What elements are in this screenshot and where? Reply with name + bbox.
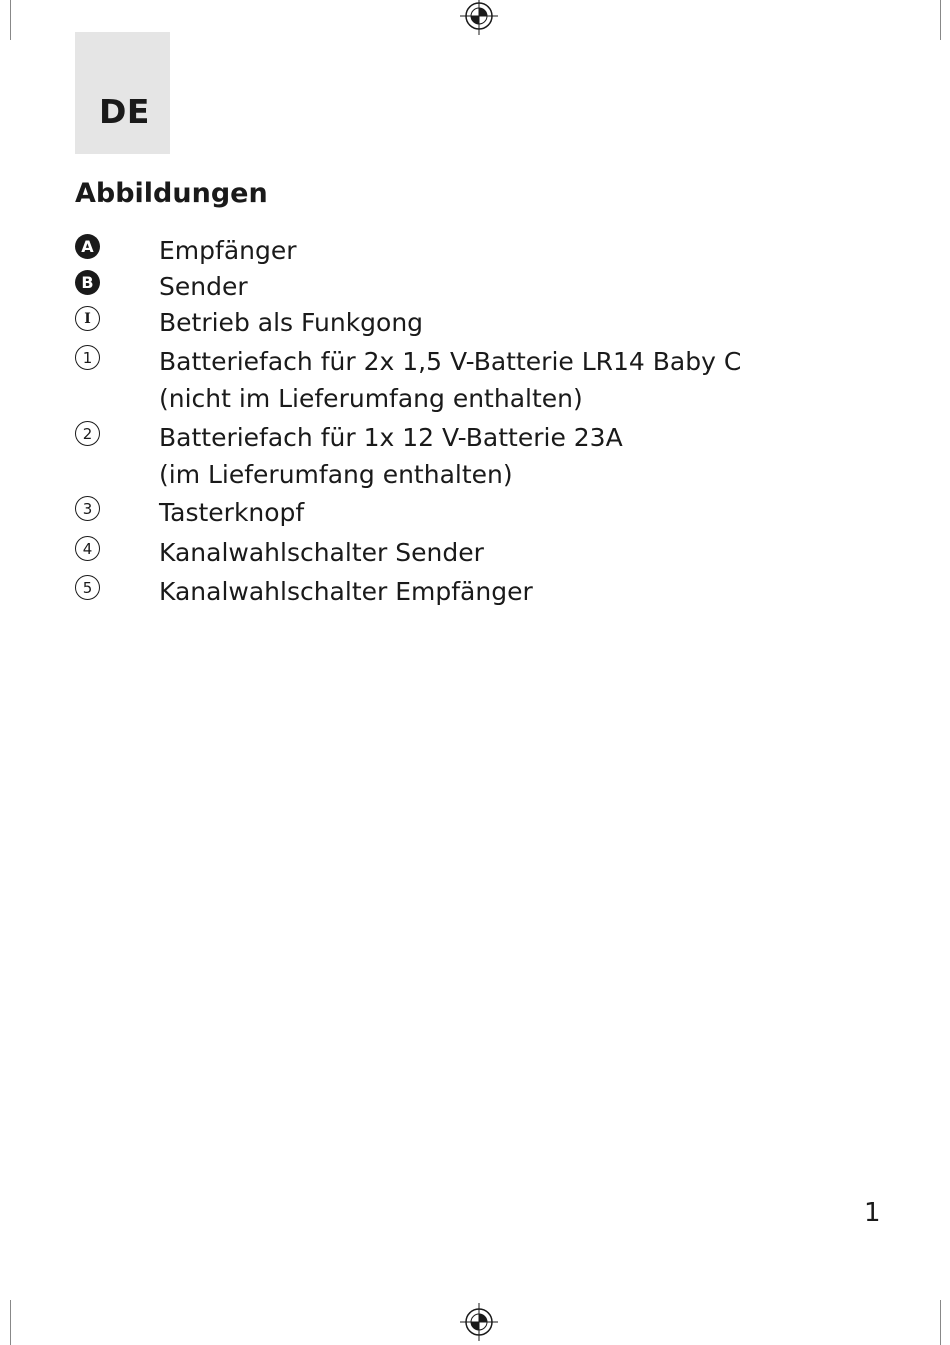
legend-item-line: Kanalwahlschalter Empfänger <box>159 577 533 606</box>
legend-item-text <box>159 343 799 417</box>
legend-item-text <box>159 304 799 341</box>
legend-item-line: Kanalwahlschalter Sender <box>159 538 484 567</box>
marker-number-1-icon: 1 <box>75 345 100 370</box>
legend-item-line: (im Lieferumfang enthalten) <box>159 460 513 489</box>
page-number: 1 <box>864 1198 881 1228</box>
legend-item <box>75 419 795 493</box>
legend-item <box>75 494 795 531</box>
legend-item-text <box>159 268 799 305</box>
legend-item <box>75 573 795 610</box>
legend-item-text <box>159 534 799 571</box>
marker-roman-one-icon: I <box>75 306 100 331</box>
legend-item-text <box>159 573 799 610</box>
crop-mark-top-left-icon <box>10 0 11 40</box>
language-tab <box>75 32 170 154</box>
marker-number-3-icon: 3 <box>75 496 100 521</box>
crop-mark-top-right-icon <box>940 0 941 40</box>
marker-number-5-icon: 5 <box>75 575 100 600</box>
marker-number-2-icon: 2 <box>75 421 100 446</box>
legend-item-line: Batteriefach für 2x 1,5 V-Batterie LR14 Baby C <box>159 347 742 376</box>
legend-item-text <box>159 419 799 493</box>
legend-item-line: (nicht im Lieferumfang enthalten) <box>159 384 583 413</box>
language-tab-label: DE <box>99 92 150 131</box>
section-heading: Abbildungen <box>75 178 268 209</box>
legend-item-line: Empfänger <box>159 236 297 265</box>
registration-mark-top-icon <box>460 0 498 35</box>
legend-item-line: Betrieb als Funkgong <box>159 308 424 337</box>
legend-item-text <box>159 232 799 269</box>
crop-mark-bottom-right-icon <box>940 1300 941 1345</box>
marker-number-4-icon: 4 <box>75 536 100 561</box>
legend-item-line: Tasterknopf <box>159 498 305 527</box>
marker-b-icon: B <box>75 270 100 295</box>
marker-a-icon: A <box>75 234 100 259</box>
legend-item <box>75 304 795 341</box>
legend-item-line: Batteriefach für 1x 12 V-Batterie 23A <box>159 423 623 452</box>
legend-item-line: Sender <box>159 272 248 301</box>
legend-item <box>75 343 795 417</box>
legend-item <box>75 534 795 571</box>
legend-item <box>75 232 795 269</box>
crop-mark-bottom-left-icon <box>10 1300 11 1345</box>
legend-item-text <box>159 494 799 531</box>
legend-item <box>75 268 795 305</box>
registration-mark-bottom-icon <box>460 1303 498 1341</box>
